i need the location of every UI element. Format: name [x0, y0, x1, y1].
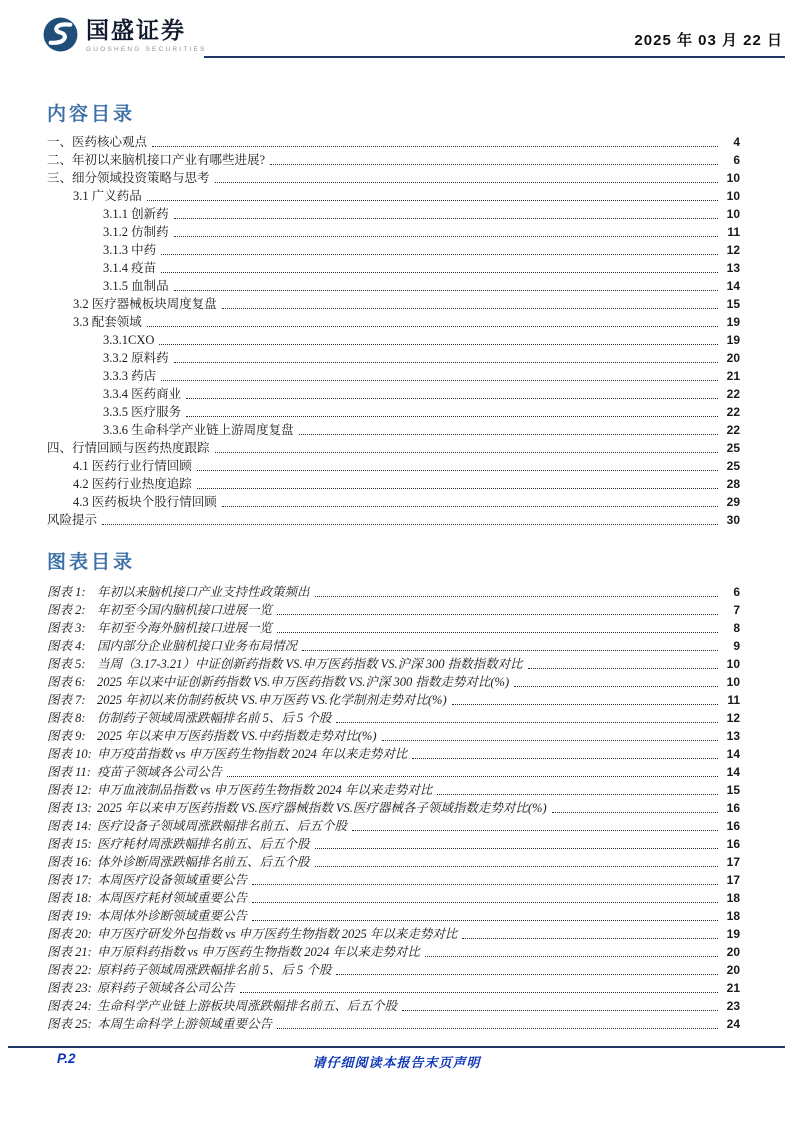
leader-dots	[174, 236, 718, 237]
toc-label: 3.3 配套领域	[73, 315, 142, 329]
toc-row	[47, 133, 740, 151]
figure-label: 图表 13:	[47, 801, 92, 815]
page-number: 10	[726, 675, 740, 689]
toc-label: 3.1.3 中药	[103, 243, 157, 257]
page-number: 22	[726, 423, 740, 437]
toc-row	[47, 331, 740, 349]
toc-label: 三、细分领域投资策略与思考	[47, 171, 210, 185]
page-number: 17	[726, 873, 740, 887]
figure-label: 图表 7:	[47, 693, 86, 707]
figure-title: 2025 年以来中证创新药指数 VS.申万医药指数 VS.沪深 300 指数走势对比(%)	[97, 675, 510, 689]
figure-row	[47, 925, 740, 943]
figure-label: 图表 3:	[47, 621, 86, 635]
toc-label: 四、行情回顾与医药热度跟踪	[47, 441, 210, 455]
contents-title: 内容目录	[47, 104, 136, 125]
toc-label: 一、医药核心观点	[47, 135, 148, 149]
leader-dots	[552, 812, 718, 813]
figure-label: 图表 16:	[47, 855, 92, 869]
toc-row	[47, 421, 740, 439]
toc-label: 3.1 广义药品	[73, 189, 142, 203]
leader-dots	[462, 938, 718, 939]
figure-title: 体外诊断周涨跌幅排名前五、后五个股	[97, 855, 310, 869]
page-number: 16	[726, 837, 740, 851]
leader-dots	[277, 614, 718, 615]
page-number: 14	[726, 747, 740, 761]
leader-dots	[315, 848, 718, 849]
page-number: 6	[733, 585, 740, 599]
page-header	[42, 16, 785, 62]
footer-page-number: P.2	[57, 1051, 76, 1066]
figure-title: 年初以来脑机接口产业支持性政策频出	[97, 585, 310, 599]
toc-row	[47, 187, 740, 205]
leader-dots	[222, 506, 718, 507]
toc-row	[47, 151, 740, 169]
page-number: 8	[733, 621, 740, 635]
toc-row	[47, 241, 740, 259]
toc-label: 3.1.4 疫苗	[103, 261, 157, 275]
figure-row	[47, 835, 740, 853]
page-number: 24	[726, 1017, 740, 1031]
figure-title: 生命科学产业链上游板块周涨跌幅排名前五、后五个股	[97, 999, 398, 1013]
figure-row	[47, 727, 740, 745]
toc-label: 二、年初以来脑机接口产业有哪些进展?	[47, 153, 266, 167]
figure-title: 2025 年以来申万医药指数 VS.医疗器械指数 VS.医疗器械各子领域指数走势对比(%)	[97, 801, 547, 815]
footer-divider	[8, 1046, 785, 1048]
brand-name-en: GUOSHENG SECURITIES	[86, 46, 207, 53]
toc-label: 3.3.4 医药商业	[103, 387, 182, 401]
page-number: 19	[726, 315, 740, 329]
page-number: 20	[726, 963, 740, 977]
page-number: 12	[726, 243, 740, 257]
page-number: 20	[726, 351, 740, 365]
leader-dots	[528, 668, 718, 669]
toc-row	[47, 277, 740, 295]
figure-title: 本周医疗设备领域重要公告	[97, 873, 248, 887]
page-number: 15	[726, 297, 740, 311]
leader-dots	[514, 686, 718, 687]
toc-label: 3.3.1CXO	[103, 333, 155, 347]
page-number: 21	[726, 369, 740, 383]
figure-row	[47, 763, 740, 781]
figure-label: 图表 4:	[47, 639, 86, 653]
page-number: 7	[733, 603, 740, 617]
page-number: 19	[726, 333, 740, 347]
toc-row	[47, 439, 740, 457]
page-number: 10	[726, 657, 740, 671]
leader-dots	[215, 182, 718, 183]
leader-dots	[402, 1010, 718, 1011]
figure-label: 图表 9:	[47, 729, 86, 743]
figure-label: 图表 5:	[47, 657, 86, 671]
toc-row	[47, 313, 740, 331]
figure-row	[47, 637, 740, 655]
page-number: 12	[726, 711, 740, 725]
toc-label: 3.3.2 原料药	[103, 351, 169, 365]
figure-row	[47, 799, 740, 817]
figure-title: 年初至今海外脑机接口进展一览	[97, 621, 273, 635]
leader-dots	[382, 740, 719, 741]
contents-list	[47, 133, 740, 529]
leader-dots	[315, 596, 718, 597]
toc-row	[47, 223, 740, 241]
figure-row	[47, 709, 740, 727]
page-number: 16	[726, 819, 740, 833]
page-number: 11	[727, 693, 740, 707]
figure-title: 申万原料药指数 vs 申万医药生物指数 2024 年以来走势对比	[97, 945, 420, 959]
figure-label: 图表 1:	[47, 585, 86, 599]
page-number: 11	[727, 225, 740, 239]
brand-text	[86, 16, 207, 53]
page-number: 13	[726, 261, 740, 275]
page-number: 20	[726, 945, 740, 959]
figure-label: 图表 8:	[47, 711, 86, 725]
figure-row	[47, 997, 740, 1015]
page-number: 18	[726, 909, 740, 923]
leader-dots	[174, 218, 718, 219]
page-number: 16	[726, 801, 740, 815]
page-number: 25	[726, 459, 740, 473]
leader-dots	[161, 380, 718, 381]
figure-row	[47, 1015, 740, 1033]
figure-label: 图表 11:	[47, 765, 91, 779]
figure-label: 图表 23:	[47, 981, 92, 995]
leader-dots	[197, 470, 718, 471]
page-number: 25	[726, 441, 740, 455]
page-number: 14	[726, 765, 740, 779]
figure-row	[47, 871, 740, 889]
header-divider	[204, 56, 785, 58]
leader-dots	[277, 632, 718, 633]
figure-title: 医疗耗材周涨跌幅排名前五、后五个股	[97, 837, 310, 851]
figure-row	[47, 619, 740, 637]
figure-label: 图表 20:	[47, 927, 92, 941]
leader-dots	[215, 452, 718, 453]
figure-title: 仿制药子领域周涨跌幅排名前 5、后 5 个股	[97, 711, 332, 725]
page-number: 22	[726, 405, 740, 419]
toc-label: 3.2 医疗器械板块周度复盘	[73, 297, 217, 311]
leader-dots	[147, 326, 718, 327]
figure-row	[47, 889, 740, 907]
toc-label: 风险提示	[47, 513, 98, 527]
leader-dots	[161, 272, 718, 273]
figure-label: 图表 10:	[47, 747, 92, 761]
leader-dots	[102, 524, 718, 525]
leader-dots	[147, 200, 718, 201]
leader-dots	[299, 434, 718, 435]
toc-row	[47, 493, 740, 511]
figure-row	[47, 943, 740, 961]
leader-dots	[270, 164, 718, 165]
leader-dots	[186, 398, 718, 399]
figure-label: 图表 22:	[47, 963, 92, 977]
page-number: 10	[726, 171, 740, 185]
leader-dots	[222, 308, 718, 309]
page-number: 10	[726, 189, 740, 203]
leader-dots	[161, 254, 718, 255]
toc-row	[47, 259, 740, 277]
figure-title: 本周医疗耗材领域重要公告	[97, 891, 248, 905]
figure-label: 图表 19:	[47, 909, 92, 923]
page-number: 14	[726, 279, 740, 293]
toc-row	[47, 457, 740, 475]
toc-row	[47, 349, 740, 367]
toc-label: 3.3.3 药店	[103, 369, 157, 383]
page-number: 19	[726, 927, 740, 941]
toc-label: 4.1 医药行业行情回顾	[73, 459, 192, 473]
leader-dots	[159, 344, 718, 345]
figure-title: 医疗设备子领域周涨跌幅排名前五、后五个股	[97, 819, 348, 833]
figure-title: 当周（3.17-3.21）中证创新药指数 VS.申万医药指数 VS.沪深 300 指数指数对比	[97, 657, 523, 671]
figure-row	[47, 583, 740, 601]
toc-label: 3.3.6 生命科学产业链上游周度复盘	[103, 423, 294, 437]
figure-title: 原料药子领域周涨跌幅排名前 5、后 5 个股	[97, 963, 332, 977]
leader-dots	[252, 902, 718, 903]
figure-title: 2025 年初以来仿制药板块 VS.申万医药 VS.化学制剂走势对比(%)	[97, 693, 447, 707]
figure-row	[47, 691, 740, 709]
guosheng-logo-icon	[42, 16, 79, 53]
leader-dots	[352, 830, 718, 831]
page-number: 21	[726, 981, 740, 995]
toc-row	[47, 169, 740, 187]
figure-row	[47, 979, 740, 997]
figure-row	[47, 907, 740, 925]
leader-dots	[197, 488, 718, 489]
toc-row	[47, 475, 740, 493]
page-number: 4	[733, 135, 740, 149]
figures-list	[47, 583, 740, 1033]
page-number: 10	[726, 207, 740, 221]
leader-dots	[252, 920, 718, 921]
figures-title: 图表目录	[47, 552, 136, 573]
figure-label: 图表 2:	[47, 603, 86, 617]
figure-row	[47, 961, 740, 979]
page-number: 22	[726, 387, 740, 401]
toc-row	[47, 367, 740, 385]
figure-label: 图表 21:	[47, 945, 92, 959]
toc-row	[47, 385, 740, 403]
figure-title: 本周生命科学上游领域重要公告	[97, 1017, 273, 1031]
toc-label: 3.1.2 仿制药	[103, 225, 169, 239]
figure-label: 图表 24:	[47, 999, 92, 1013]
brand-name-cn: 国盛证券	[86, 17, 186, 43]
leader-dots	[174, 290, 718, 291]
figure-label: 图表 18:	[47, 891, 92, 905]
page-number: 13	[726, 729, 740, 743]
page-number: 28	[726, 477, 740, 491]
figure-row	[47, 655, 740, 673]
page-number: 18	[726, 891, 740, 905]
leader-dots	[412, 758, 718, 759]
leader-dots	[186, 416, 718, 417]
figure-label: 图表 25:	[47, 1017, 92, 1031]
figure-title: 2025 年以来申万医药指数 VS.中药指数走势对比(%)	[97, 729, 377, 743]
page-number: 9	[733, 639, 740, 653]
page-number: 15	[726, 783, 740, 797]
figure-row	[47, 673, 740, 691]
figure-row	[47, 853, 740, 871]
figure-title: 申万疫苗指数 vs 申万医药生物指数 2024 年以来走势对比	[97, 747, 408, 761]
page-number: 23	[726, 999, 740, 1013]
figure-label: 图表 12:	[47, 783, 92, 797]
page-number: 17	[726, 855, 740, 869]
leader-dots	[336, 722, 718, 723]
figure-row	[47, 601, 740, 619]
figure-title: 国内部分企业脑机接口业务布局情况	[97, 639, 298, 653]
report-date: 2025 年 03 月 22 日	[634, 32, 783, 49]
figure-title: 本周体外诊断领域重要公告	[97, 909, 248, 923]
leader-dots	[174, 362, 718, 363]
leader-dots	[425, 956, 718, 957]
toc-label: 3.3.5 医疗服务	[103, 405, 182, 419]
figure-row	[47, 781, 740, 799]
toc-row	[47, 403, 740, 421]
footer-disclaimer: 请仔细阅读本报告末页声明	[312, 1055, 481, 1070]
figure-title: 原料药子领域各公司公告	[97, 981, 235, 995]
figure-label: 图表 14:	[47, 819, 92, 833]
figure-title: 疫苗子领域各公司公告	[97, 765, 223, 779]
leader-dots	[277, 1028, 718, 1029]
figure-label: 图表 6:	[47, 675, 86, 689]
figure-row	[47, 745, 740, 763]
toc-label: 4.2 医药行业热度追踪	[73, 477, 192, 491]
toc-row	[47, 295, 740, 313]
leader-dots	[227, 776, 718, 777]
figure-title: 申万医疗研发外包指数 vs 申万医药生物指数 2025 年以来走势对比	[97, 927, 458, 941]
toc-label: 3.1.5 血制品	[103, 279, 169, 293]
figure-title: 年初至今国内脑机接口进展一览	[97, 603, 273, 617]
figure-row	[47, 817, 740, 835]
figure-title: 申万血液制品指数 vs 申万医药生物指数 2024 年以来走势对比	[97, 783, 433, 797]
page-number: 30	[726, 513, 740, 527]
toc-row	[47, 205, 740, 223]
toc-label: 3.1.1 创新药	[103, 207, 169, 221]
toc-row	[47, 511, 740, 529]
leader-dots	[336, 974, 718, 975]
leader-dots	[302, 650, 718, 651]
figure-label: 图表 15:	[47, 837, 92, 851]
figure-label: 图表 17:	[47, 873, 92, 887]
leader-dots	[452, 704, 718, 705]
leader-dots	[252, 884, 718, 885]
page-number: 29	[726, 495, 740, 509]
toc-label: 4.3 医药板块个股行情回顾	[73, 495, 217, 509]
leader-dots	[437, 794, 718, 795]
leader-dots	[240, 992, 718, 993]
leader-dots	[315, 866, 718, 867]
leader-dots	[152, 146, 718, 147]
page-number: 6	[733, 153, 740, 167]
